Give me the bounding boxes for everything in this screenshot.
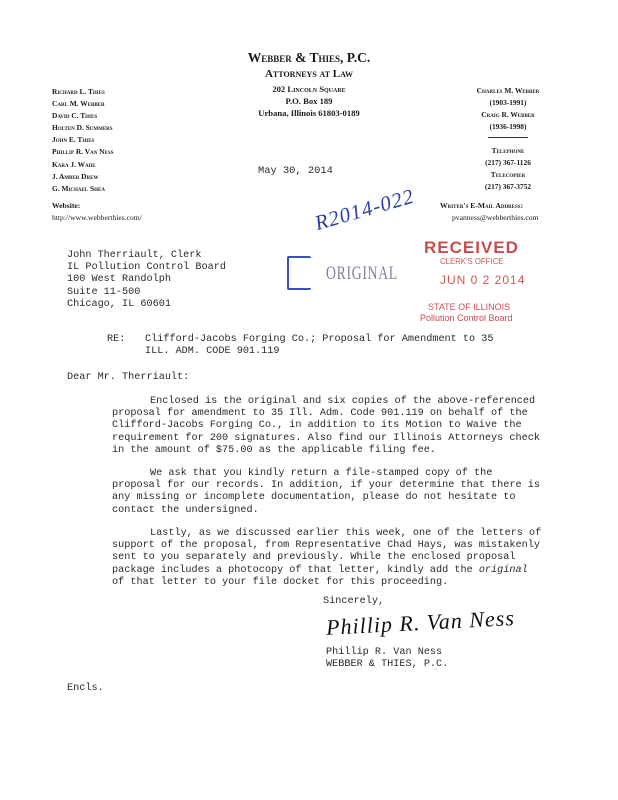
telephone-label: Telephone (491, 146, 525, 155)
recipient-line: Chicago, IL 60601 (67, 298, 171, 310)
original-stamp-bracket (287, 256, 311, 290)
paragraph-3-text-end: of that letter to your file docket for this proceeding. (112, 576, 449, 588)
recipient-line: Suite 11-500 (67, 286, 141, 298)
paragraph-3-text: Lastly, as we discussed earlier this week, one of the letters of support of the proposal, from Representative Chad Hays, was mistakenly sent to you separately and previously. While the enclosed proposal package includes a photocopy of that letter, kindly add the (112, 528, 542, 576)
website-label: Website: (52, 201, 81, 210)
salutation: Dear Mr. Therriault: (67, 372, 190, 383)
telecopier-label: Telecopier (490, 170, 526, 179)
firm-subtitle: Attorneys at Law (264, 68, 354, 80)
paragraph-3-emphasis: original (478, 564, 528, 576)
partner-name: Kara J. Wade (52, 159, 96, 169)
website-url: http://www.webberthies.com/ (52, 213, 142, 222)
re-subject (145, 334, 493, 358)
divider (488, 137, 528, 138)
received-date: JUN 0 2 2014 (440, 273, 526, 287)
state-of-illinois: STATE OF ILLINOIS (428, 302, 511, 312)
partner-name: John E. Thies (52, 135, 95, 145)
partner-name: Holten D. Summers (52, 123, 113, 133)
partner-name: J. Amber Drew (52, 171, 99, 181)
address-line-2: P.O. Box 189 (285, 96, 333, 106)
founder-1-years: (1903-1991) (489, 98, 527, 107)
body-paragraph-3 (112, 528, 542, 589)
partners-list (52, 86, 113, 195)
body-paragraph-2: We ask that you kindly return a file-stamped copy of the proposal for our records. In addition, if your determine that there is any missing or incomplete documentation, please do not hesitate to contact the undersigned. (112, 468, 540, 516)
email-address: pvanness@webberthies.com (452, 213, 539, 222)
body-paragraph-1: Enclosed is the original and six copies of the above-referenced proposal for amendment to 35 Ill. Adm. Code 901.119 on behalf of the Clifford-Jacobs Forging Co., in addition to its Motion to Waive the requirement for 200 signatures. Also find our Illinois Attorneys check in the amount of $75.00 as the applicable filing fee. (112, 396, 540, 456)
address-line-1: 202 Lincoln Square (272, 84, 346, 94)
firm-name: Webber & Thies, P.C. (247, 50, 371, 65)
handwritten-docket-number: R2014-022 (312, 183, 417, 236)
recipient-block (67, 250, 226, 311)
address-line-3: Urbana, Illinois 61803-0189 (258, 108, 360, 118)
enclosures-note: Encls. (67, 683, 104, 694)
re-subject-line: ILL. ADM. CODE 901.119 (145, 346, 280, 358)
recipient-line: 100 West Randolph (67, 274, 171, 286)
partner-name: David C. Thies (52, 111, 98, 121)
telecopier-number: (217) 367-3752 (484, 182, 532, 191)
re-subject-line: Clifford-Jacobs Forging Co.; Proposal for Amendment to 35 (145, 334, 494, 345)
re-label: RE: (107, 334, 126, 345)
signer-name: Phillip R. Van Ness (326, 647, 443, 658)
partner-name: Carl M. Webber (52, 99, 105, 109)
signature: Phillip R. Van Ness (325, 605, 516, 640)
recipient-line: IL Pollution Control Board (67, 262, 226, 274)
founder-2-years: (1936-1998) (489, 122, 527, 131)
founder-1-name: Charles M. Webber (476, 86, 540, 95)
original-stamp-text: ORIGINAL (326, 263, 398, 284)
received-stamp-title: RECEIVED (424, 238, 519, 257)
closing: Sincerely, (323, 596, 385, 607)
telephone-number: (217) 367-1126 (485, 158, 531, 167)
letter-date: May 30, 2014 (258, 165, 333, 177)
pollution-control-board: Pollution Control Board (420, 313, 513, 323)
partner-name: Richard L. Thies (52, 87, 105, 96)
partner-name: Phillip R. Van Ness (52, 147, 114, 157)
recipient-line: John Therriault, Clerk (67, 250, 202, 261)
partner-name: G. Michael Shea (52, 183, 105, 193)
email-label: Writer's E-Mail Address: (440, 201, 524, 210)
clerks-office-text: CLERK'S OFFICE (440, 257, 504, 266)
signer-firm: WEBBER & THIES, P.C. (326, 659, 449, 670)
founder-2-name: Craig R. Webber (481, 110, 535, 119)
